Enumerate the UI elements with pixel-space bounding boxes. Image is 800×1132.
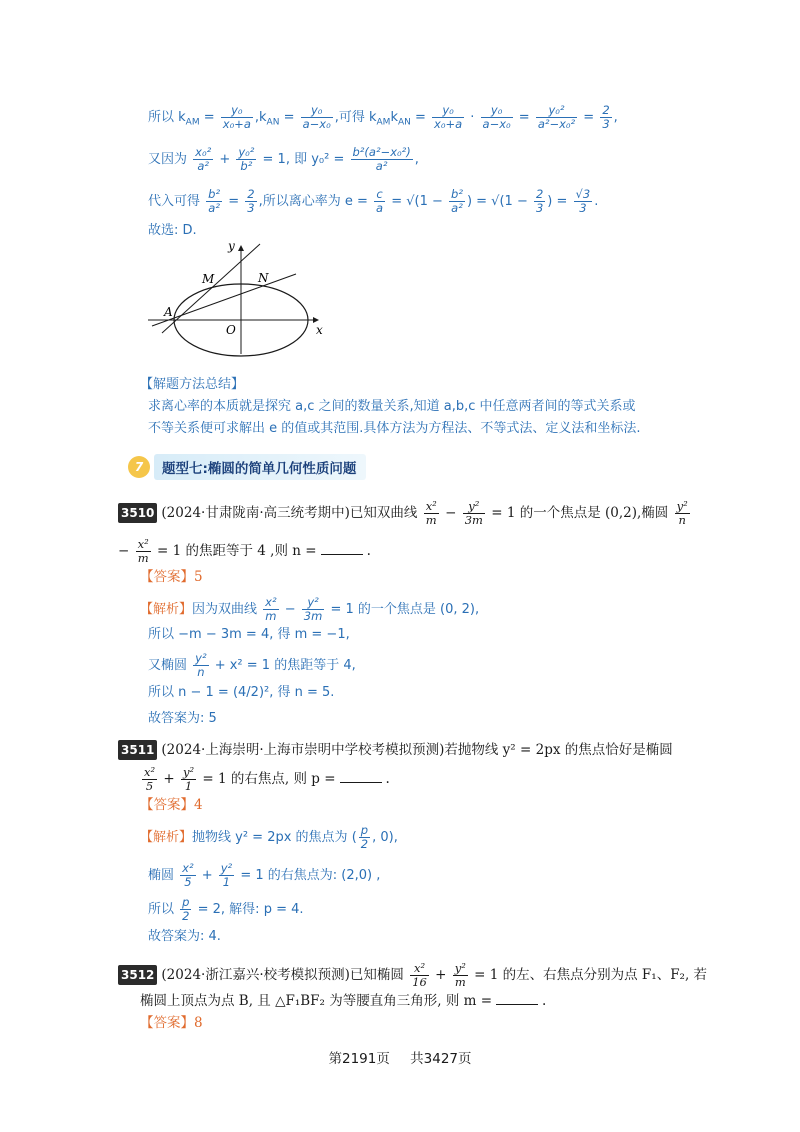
answer-blank[interactable] [496, 992, 538, 1005]
question-number-badge: 3511 [118, 740, 157, 760]
q3510-answer: 【答案】5 [140, 569, 203, 585]
summary-title: 【解题方法总结】 [140, 377, 245, 392]
page-number: 第2191页 [328, 1051, 390, 1067]
answer-blank[interactable] [340, 770, 382, 783]
solution-line-1: 所以 $k_{AM}$ = $\frac{\text{y₀}}{\text{x₀+a}}$ $,k_{AN}$ = $\frac{\text{y₀}}{\text{a−x₀}}$ ,可得 $k_{AM}k_{AN}$ = $\frac{\text{y₀}}{\text{x₀+a}}$ · $\frac{\text{y₀}}{\text{a−x₀}}$ = $\frac{\text{y₀²}}{\text{a²−x₀²}}$ = $\frac{2}{3}$ , [148, 103, 618, 131]
total-pages: 共3427页 [410, 1051, 472, 1067]
question-number-badge: 3512 [118, 965, 157, 985]
q3511-analysis-3: 所以 $\frac{p}{2}$ = 2, 解得: p = 4. [148, 895, 304, 923]
label-x: x [316, 323, 323, 337]
question-number-badge: 3510 [118, 503, 157, 523]
q3512-line-1: 3512 (2024·浙江嘉兴·校考模拟预测)已知椭圆 $\frac{\text{x²}}{16}$ + $\frac{\text{y²}}{m}$ = 1 的左、右焦点分别为点 F₁、F₂, 若 [118, 962, 707, 989]
q3510-line-1: 3510 (2024·甘肃陇南·高三统考期中)已知双曲线 $\frac{\text{x²}}{m}$ − $\frac{\text{y²}}{3m}$ = 1 的一个焦点是 (0,2),椭圆 $\frac{\text{y²}}{n}$ [118, 500, 692, 527]
answer-blank[interactable] [321, 542, 363, 555]
solution-line-2: 又因为 $\frac{\text{x₀²}}{\text{a²}}$ + $\frac{\text{y₀²}}{\text{b²}}$ = 1, 即 y₀² = $\frac{\text{b²(a²−x₀²)}}{\text{a²}}$ , [148, 145, 419, 173]
q3511-analysis-1: 【解析】抛物线 y² = 2px 的焦点为 ( $\frac{p}{2}$ , 0), [140, 823, 398, 851]
q3511-answer: 【答案】4 [140, 797, 203, 813]
q3510-analysis-1: 【解析】因为双曲线 $\frac{\text{x²}}{m}$ − $\frac{\text{y²}}{3m}$ = 1 的一个焦点是 (0, 2), [140, 595, 480, 623]
summary-line-1: 求离心率的本质就是探究 a,c 之间的数量关系,知道 a,b,c 中任意两者间的等式关系或 [148, 399, 636, 414]
section-title-text: 题型七:椭圆的简单几何性质问题 [154, 454, 366, 480]
ellipse-figure [140, 238, 340, 358]
q3510-line-2: − $\frac{\text{x²}}{m}$ = 1 的焦距等于 4 ,则 n = . [118, 537, 371, 565]
q3510-analysis-5: 故答案为: 5 [148, 711, 217, 726]
q3511-line-1: 3511 (2024·上海崇明·上海市崇明中学校考模拟预测)若抛物线 y² = 2px 的焦点恰好是椭圆 [118, 740, 673, 760]
q3512-line-2: 椭圆上顶点为点 B, 且 △F₁BF₂ 为等腰直角三角形, 则 m = . [140, 993, 547, 1009]
section-heading [128, 455, 366, 479]
section-number: 7 [128, 456, 150, 478]
q3511-line-2: $\frac{\text{x²}}{5}$ + $\frac{\text{y²}}{1}$ = 1 的右焦点, 则 p = . [144, 765, 390, 793]
label-m: M [202, 272, 215, 286]
q3510-analysis-3: 又椭圆 $\frac{\text{y²}}{n}$ + x² = 1 的焦距等于 4, [148, 651, 356, 679]
q3510-analysis-4: 所以 n − 1 = (4/2)², 得 n = 5. [148, 685, 335, 700]
q3510-analysis-2: 所以 −m − 3m = 4, 得 m = −1, [148, 627, 350, 642]
q3512-answer: 【答案】8 [140, 1015, 203, 1031]
line-an [152, 274, 296, 326]
page-footer [0, 1047, 800, 1067]
label-o: O [226, 323, 236, 337]
label-y: y [228, 239, 235, 253]
solution-line-3: 代入可得 $\frac{\text{b²}}{\text{a²}}$ = $\frac{2}{3}$ ,所以离心率为 e = $\frac{c}{a}$ = √(1 − $\frac{\text{b²}}{\text{a²}}$ ) = √(1 − $\frac{2}{3}$ ) = $\frac{√3}{3}$ . [148, 187, 599, 215]
solution-line-4: 故选: D. [148, 223, 197, 238]
label-n: N [258, 271, 269, 285]
q3511-analysis-2: 椭圆 $\frac{\text{x²}}{5}$ + $\frac{\text{y²}}{1}$ = 1 的右焦点为: (2,0) , [148, 861, 381, 889]
summary-line-2: 不等关系便可求解出 e 的值或其范围.具体方法为方程法、不等式法、定义法和坐标法. [148, 421, 641, 436]
q3511-analysis-4: 故答案为: 4. [148, 929, 221, 944]
label-a: A [164, 305, 173, 319]
